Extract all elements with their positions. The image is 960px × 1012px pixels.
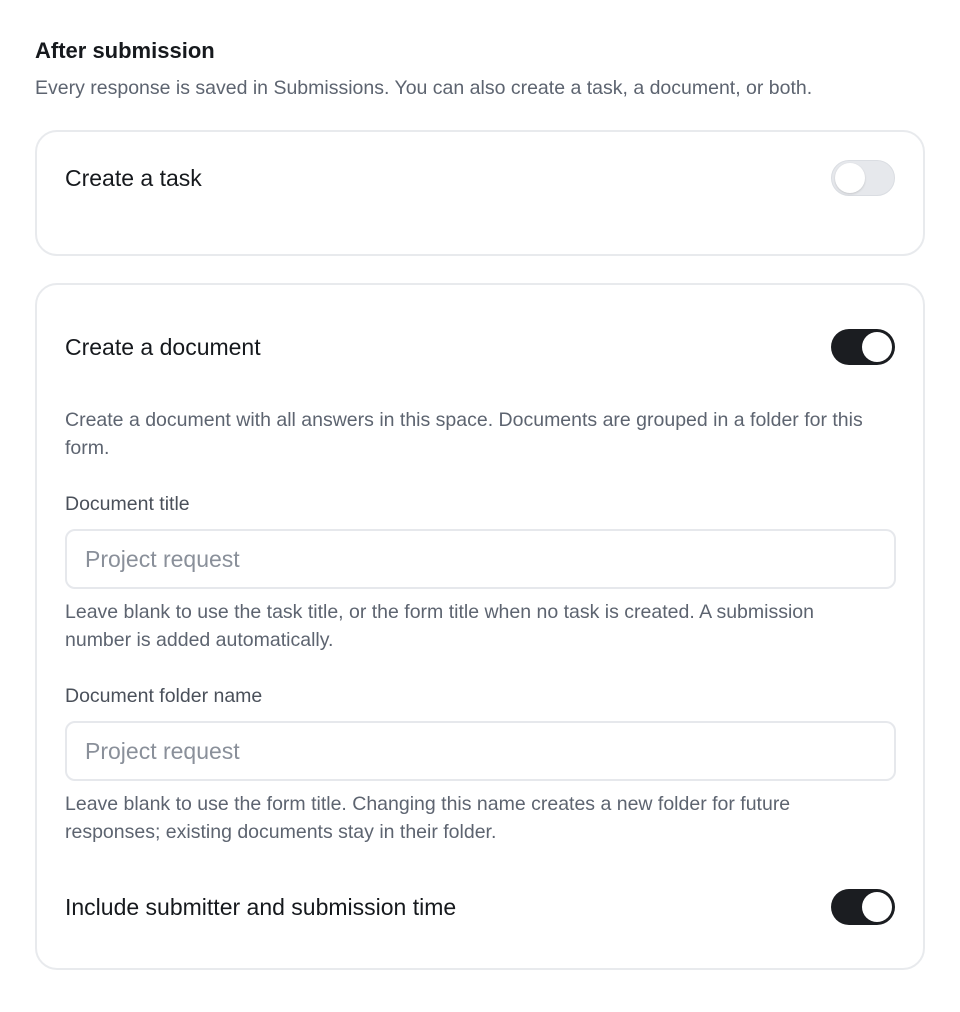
after-submission-section	[35, 36, 925, 101]
document-title-label: Document title	[65, 493, 190, 515]
section-title: After submission	[35, 38, 215, 63]
include-meta-toggle[interactable]	[831, 889, 895, 925]
section-description: Every response is saved in Submissions. You can also create a task, a document, or both.	[35, 77, 813, 99]
create-task-toggle[interactable]	[831, 160, 895, 196]
include-meta-row	[65, 889, 895, 925]
create-task-label: Create a task	[65, 164, 202, 191]
toggle-knob	[862, 332, 892, 362]
create-document-toggle[interactable]	[831, 329, 895, 365]
create-document-label: Create a document	[65, 333, 261, 360]
document-title-input[interactable]	[65, 529, 896, 589]
document-folder-input[interactable]	[65, 721, 896, 781]
document-title-help: Leave blank to use the task title, or the form title when no task is created. A submission number is added automatically.	[65, 601, 814, 651]
document-folder-help: Leave blank to use the form title. Changing this name creates a new folder for future responses; existing documents stay in their folder.	[65, 793, 791, 843]
create-document-card	[35, 283, 925, 970]
create-task-card	[35, 130, 925, 256]
create-task-row	[65, 160, 895, 196]
create-document-row	[65, 329, 895, 365]
document-folder-label: Document folder name	[65, 685, 263, 707]
toggle-knob	[835, 163, 865, 193]
create-document-description: Create a document with all answers in this space. Documents are grouped in a folder for this form.	[65, 409, 863, 459]
include-meta-label: Include submitter and submission time	[65, 893, 457, 920]
toggle-knob	[862, 892, 892, 922]
